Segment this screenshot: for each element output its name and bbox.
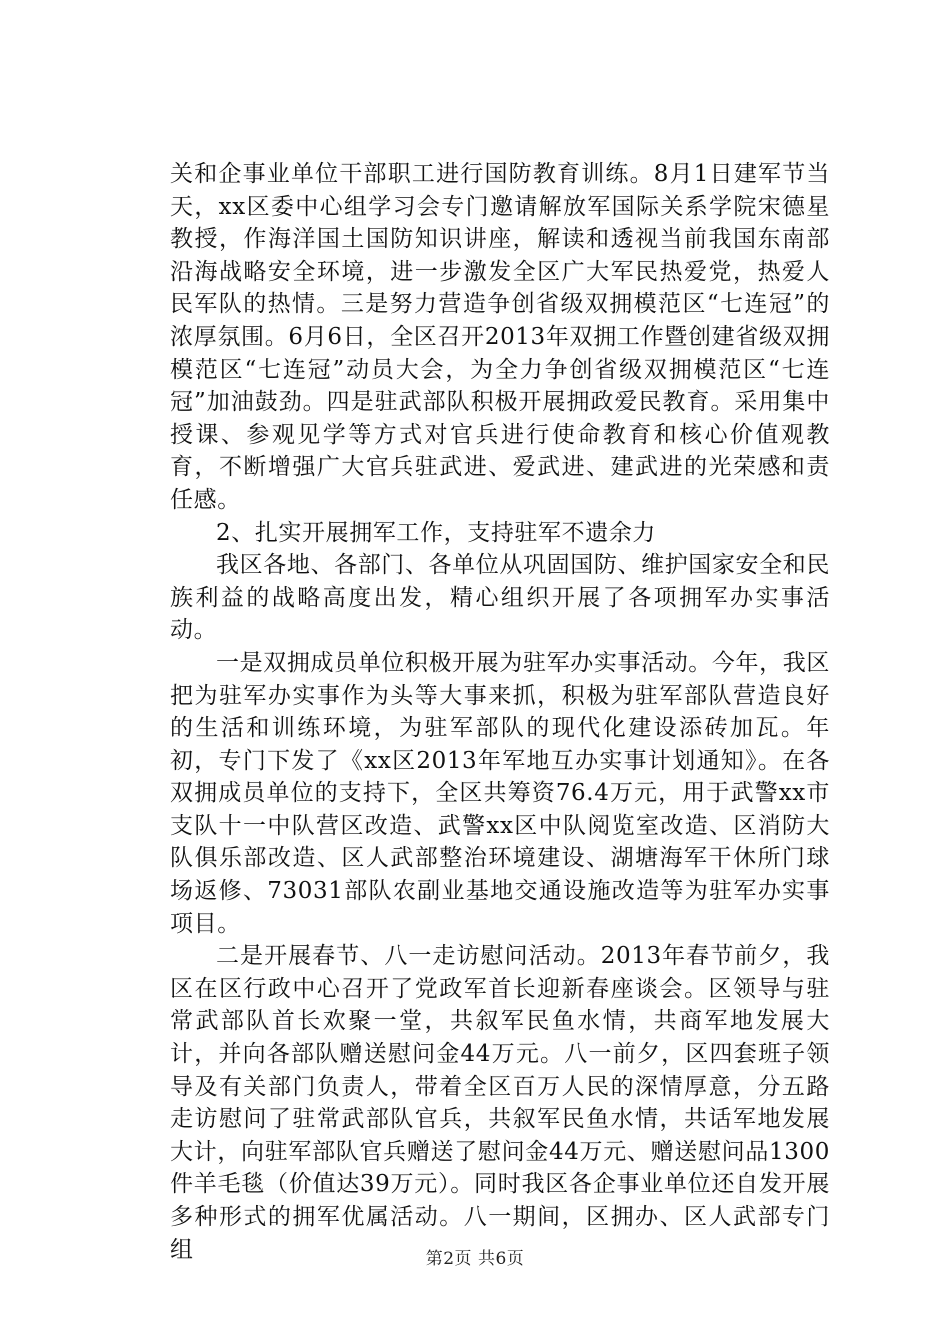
paragraph-item-one: 一是双拥成员单位积极开展为驻军办实事活动。今年，我区把为驻军办实事作为头等大事来抓，积极为驻军部队营造良好的生活和训练环境，为驻军部队的现代化建设添砖加瓦。年初，专门下发了《xx区2013年军地互办实事计划通知》。在各双拥成员单位的支持下，全区共筹资76.4万元，用于武警xx市支队十一中队营区改造、武警xx区中队阅览室改造、区消防大队俱乐部改造、区人武部整治环境建设、湖塘海军干休所门球场返修、73031部队农副业基地交通设施改造等为驻军办实事项目。	[170, 649, 830, 937]
paragraph-continuation: 关和企事业单位干部职工进行国防教育训练。8月1日建军节当天，xx区委中心组学习会专门邀请解放军国际关系学院宋德星教授，作海洋国土国防知识讲座，解读和透视当前我国东南部沿海战略安全环境，进一步激发全区广大军民热爱党，热爱人民军队的热情。三是努力营造争创省级双拥模范区“七连冠”的浓厚氛围。6月6日，全区召开2013年双拥工作暨创建省级双拥模范区“七连冠”动员大会，为全力争创省级双拥模范区“七连冠”加油鼓劲。四是驻武部队积极开展拥政爱民教育。采用集中授课、参观见学等方式对官兵进行使命教育和核心价值观教育，不断增强广大官兵驻武进、爱武进、建武进的光荣感和责任感。	[170, 161, 830, 513]
paragraph-item-two: 二是开展春节、八一走访慰问活动。2013年春节前夕，我区在区行政中心召开了党政军首长迎新春座谈会。区领导与驻常武部队首长欢聚一堂，共叙军民鱼水情，共商军地发展大计，并向各部队赠送慰问金44万元。八一前夕，区四套班子领导及有关部门负责人，带着全区百万人民的深情厚意，分五路走访慰问了驻常武部队官兵，共叙军民鱼水情，共话军地发展大计，向驻军部队官兵赠送了慰问金44万元、赠送慰问品1300件羊毛毯（价值达39万元）。同时我区各企事业单位还自发开展多种形式的拥军优属活动。八一期间，区拥办、区人武部专门组	[170, 943, 830, 1263]
page-footer: 第2页 共6页	[425, 1249, 525, 1269]
section-heading: 2、扎实开展拥军工作，支持驻军不遗余力	[216, 519, 657, 546]
document-body	[170, 158, 830, 1266]
paragraph-intro: 我区各地、各部门、各单位从巩固国防、维护国家安全和民族利益的战略高度出发，精心组织开展了各项拥军办实事活动。	[170, 552, 830, 644]
